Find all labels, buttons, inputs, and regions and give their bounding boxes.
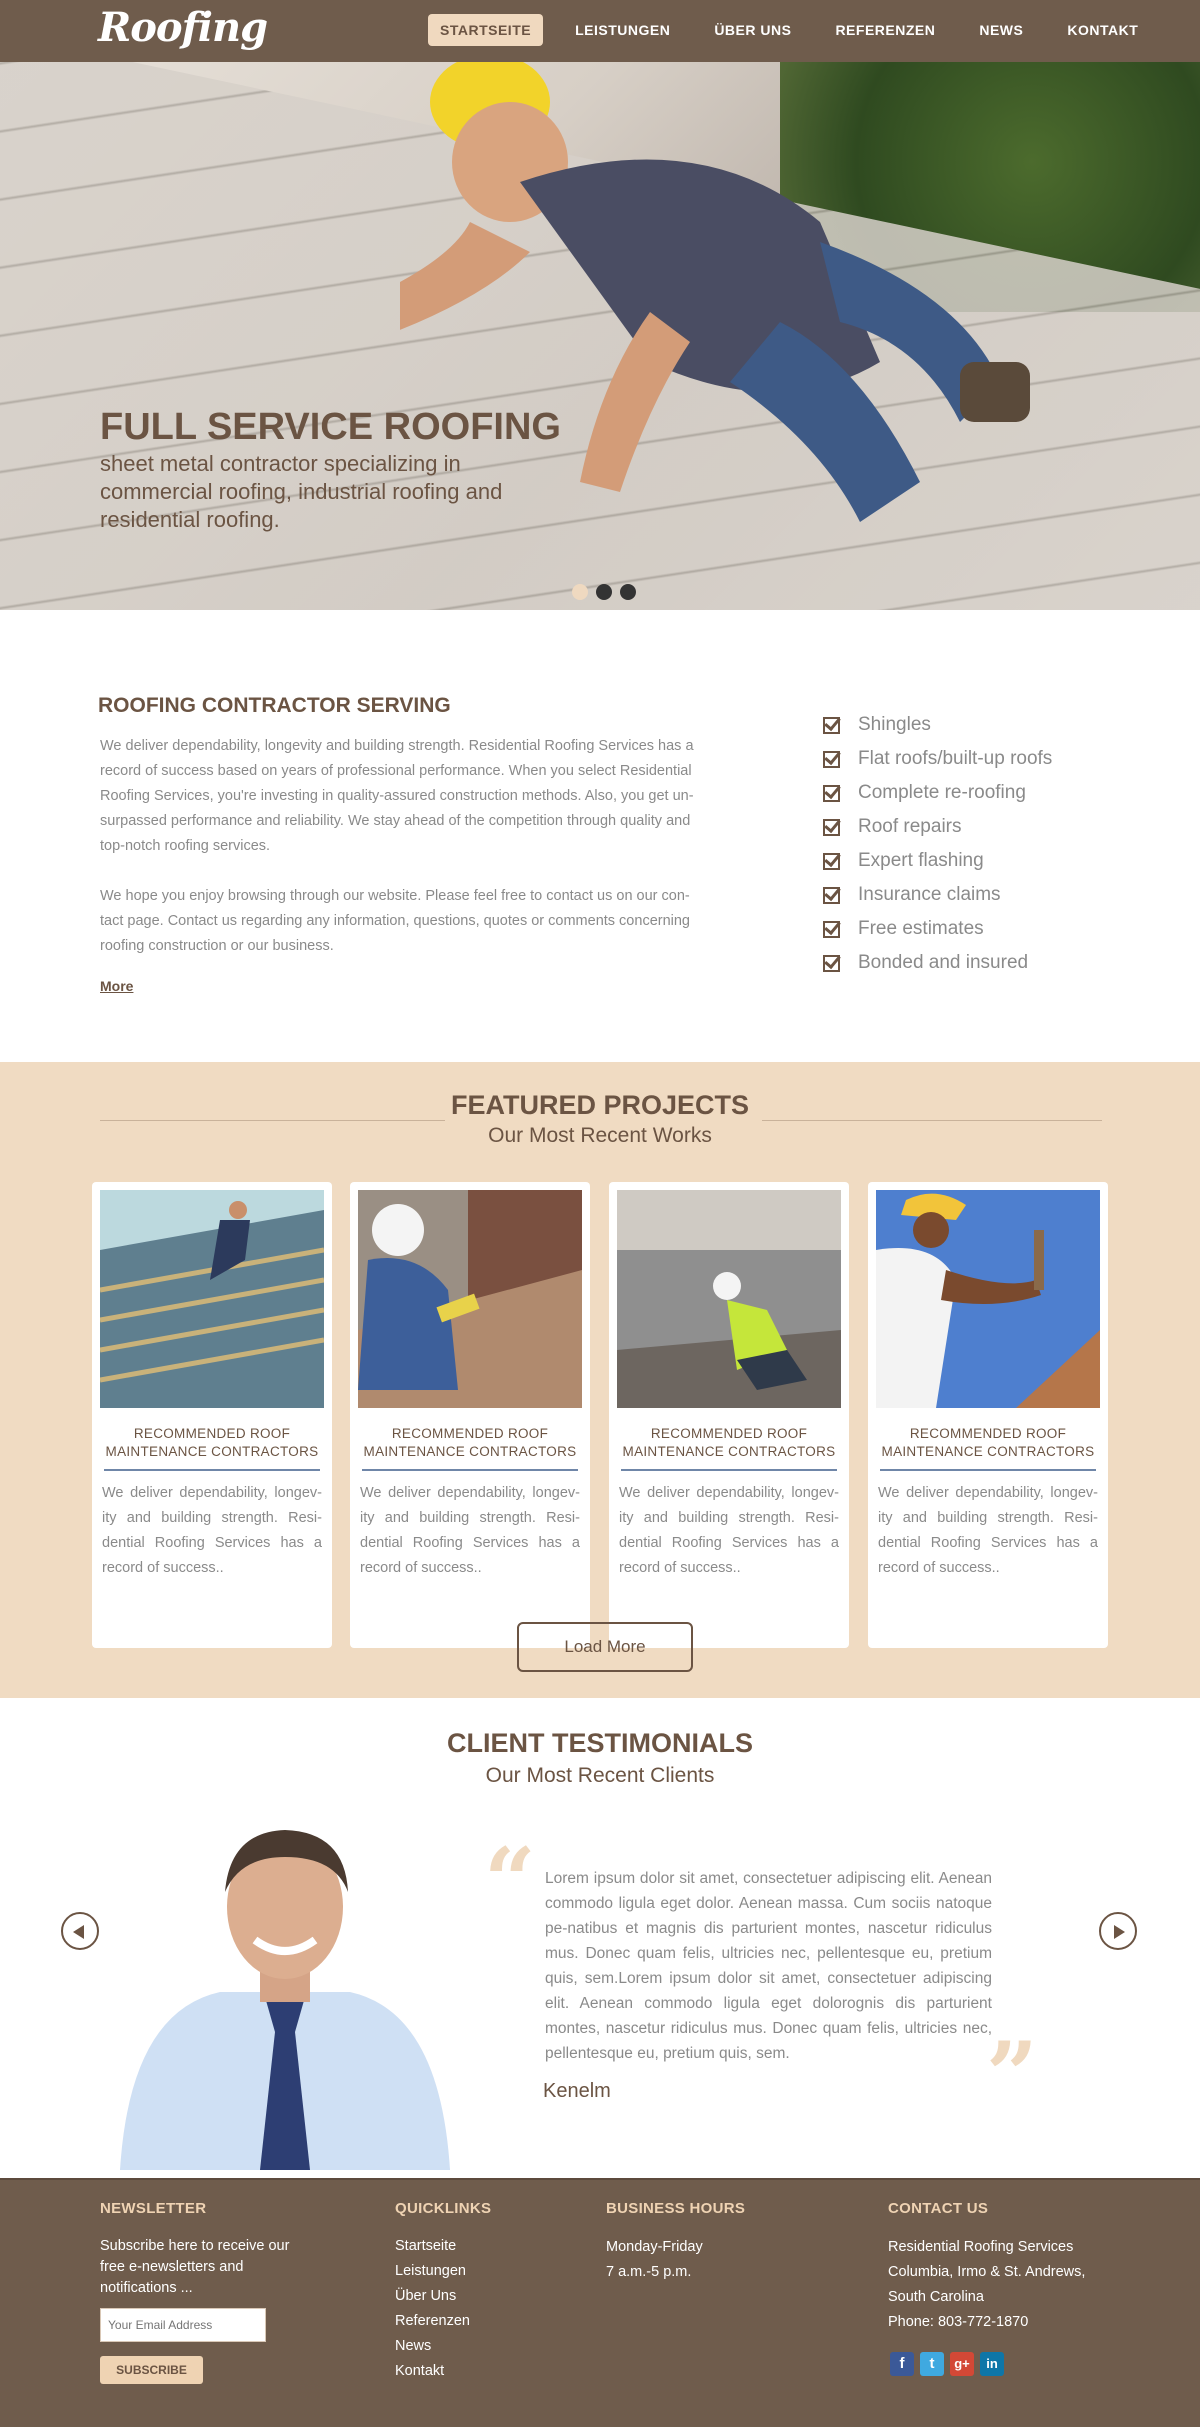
checkbox-icon (823, 853, 840, 870)
facebook-icon[interactable]: f (890, 2352, 914, 2376)
twitter-icon[interactable]: t (920, 2352, 944, 2376)
checkbox-icon (823, 819, 840, 836)
service-label: Free estimates (858, 918, 984, 939)
open-quote-icon: “ (484, 1828, 536, 1934)
project-text: We deliver dependability, longev-ity and building strength. Resi-dential Roofing Services has a record of success.. (878, 1485, 1098, 1576)
project-title: RECOMMENDED ROOF MAINTENANCE CONTRACTORS (880, 1425, 1096, 1471)
service-item (823, 878, 1052, 912)
service-item (823, 708, 1052, 742)
newsletter-text: Subscribe here to receive our free e-newsletters and notifications ... (100, 2238, 290, 2296)
testimonial-quote: Lorem ipsum dolor sit amet, consectetuer adipiscing elit. Aenean commodo ligula eget dolor. Aenean massa. Cum sociis natoque pe-natibus et magnis dis parturient montes, nascetur ridiculus mus. Donec quam felis, ultricies nec, pellentesque eu, pretium quis, sem.Lorem ipsum dolor sit amet, consectetuer adipiscing elit. Aenean commodo ligula eget dolorognis dis parturient montes, nascetur ridiculus mus. Donec quam felis, ultricies nec, pellentesque eu, pretium quis, sem. (545, 1870, 992, 2062)
contact-heading: CONTACT US (888, 2200, 989, 2217)
about-paragraph-2: We hope you enjoy browsing through our website. Please feel free to contact us on our con-tact page. Contact us regarding any information, questions, quotes or comments concerning roofing construction or our business. (100, 888, 690, 954)
service-label: Shingles (858, 714, 931, 735)
linkedin-icon[interactable]: in (980, 2352, 1004, 2376)
nav-ueber-uns[interactable]: ÜBER UNS (714, 22, 792, 38)
nav-news[interactable]: NEWS (979, 22, 1024, 38)
hero-title: FULL SERVICE ROOFING (100, 406, 561, 448)
quicklinks-heading: QUICKLINKS (395, 2200, 492, 2217)
load-more-button[interactable]: Load More (517, 1622, 693, 1672)
project-card[interactable] (609, 1182, 849, 1648)
about-title: ROOFING CONTRACTOR SERVING (98, 694, 451, 717)
footer-link-leistungen[interactable]: Leistungen (395, 2263, 466, 2279)
footer-link-ueber-uns[interactable]: Über Uns (395, 2288, 457, 2304)
project-text: We deliver dependability, longev-ity and building strength. Resi-dential Roofing Services has a record of success.. (360, 1485, 580, 1576)
project-title: RECOMMENDED ROOF MAINTENANCE CONTRACTORS (621, 1425, 837, 1471)
about-paragraph-1: We deliver dependability, longevity and building strength. Residential Roofing Services has a record of success based on years of professional performance. When you select Residential Roofing Services, you're investing in quality-assured construction methods. Also, you get un-surpassed performance and reliability. We stay ahead of the competition through quality and top-notch roofing services. (100, 738, 694, 854)
nav-kontakt[interactable]: KONTAKT (1067, 22, 1139, 38)
hours-time: 7 a.m.-5 p.m. (606, 2264, 692, 2280)
service-item (823, 912, 1052, 946)
testimonials-subtitle: Our Most Recent Clients (485, 1764, 715, 1787)
service-item (823, 742, 1052, 776)
site-header (0, 0, 1200, 62)
hero-subtitle: sheet metal contractor specializing in commercial roofing, industrial roofing and residential roofing. (100, 451, 503, 532)
checkbox-icon (823, 717, 840, 734)
main-nav (428, 14, 1170, 46)
testimonial-author: Kenelm (543, 2080, 611, 2102)
next-testimonial-button[interactable] (1099, 1912, 1137, 1950)
slider-dot-2[interactable] (596, 584, 612, 600)
contact-company: Residential Roofing Services (888, 2239, 1074, 2255)
slider-dots (572, 584, 636, 600)
site-footer (0, 2178, 1200, 2427)
project-card[interactable] (868, 1182, 1108, 1648)
close-quote-icon: ” (986, 2022, 1038, 2128)
prev-testimonial-button[interactable] (61, 1912, 99, 1950)
subscribe-button[interactable]: SUBSCRIBE (100, 2356, 203, 2384)
project-card[interactable] (92, 1182, 332, 1648)
service-label: Roof repairs (858, 816, 962, 837)
project-text: We deliver dependability, longev-ity and building strength. Resi-dential Roofing Services has a record of success.. (102, 1485, 322, 1576)
project-image (100, 1190, 324, 1408)
service-item (823, 810, 1052, 844)
project-image (876, 1190, 1100, 1408)
nav-startseite[interactable]: STARTSEITE (428, 14, 543, 46)
testimonials-title: CLIENT TESTIMONIALS (447, 1728, 753, 1758)
services-list (823, 708, 1052, 980)
more-link[interactable]: More (100, 978, 134, 994)
project-card[interactable] (350, 1182, 590, 1648)
contact-area: Columbia, Irmo & St. Andrews, South Carolina (888, 2264, 1086, 2305)
project-image (617, 1190, 841, 1408)
service-label: Complete re-roofing (858, 782, 1026, 803)
contact-phone: Phone: 803-772-1870 (888, 2314, 1029, 2330)
project-image (358, 1190, 582, 1408)
featured-title: FEATURED PROJECTS (450, 1090, 750, 1120)
hours-heading: BUSINESS HOURS (606, 2200, 746, 2217)
newsletter-heading: NEWSLETTER (100, 2200, 207, 2217)
checkbox-icon (823, 751, 840, 768)
footer-link-startseite[interactable]: Startseite (395, 2238, 457, 2254)
email-input[interactable] (100, 2308, 266, 2342)
service-item (823, 844, 1052, 878)
quicklinks-list (395, 2234, 470, 2384)
footer-link-kontakt[interactable]: Kontakt (395, 2363, 445, 2379)
footer-link-news[interactable]: News (395, 2338, 432, 2354)
project-text: We deliver dependability, longev-ity and building strength. Resi-dential Roofing Services has a record of success.. (619, 1485, 839, 1576)
google-plus-icon[interactable]: g+ (950, 2352, 974, 2376)
hours-days: Monday-Friday (606, 2239, 703, 2255)
project-title: RECOMMENDED ROOF MAINTENANCE CONTRACTORS (362, 1425, 578, 1471)
slider-dot-3[interactable] (620, 584, 636, 600)
checkbox-icon (823, 955, 840, 972)
service-label: Insurance claims (858, 884, 1001, 905)
checkbox-icon (823, 887, 840, 904)
project-title: RECOMMENDED ROOF MAINTENANCE CONTRACTORS (104, 1425, 320, 1471)
service-item (823, 776, 1052, 810)
checkbox-icon (823, 921, 840, 938)
featured-projects-section (0, 1062, 1200, 1698)
nav-leistungen[interactable]: LEISTUNGEN (575, 22, 671, 38)
slider-dot-1[interactable] (572, 584, 588, 600)
site-logo[interactable]: Roofing (98, 4, 268, 51)
service-label: Bonded and insured (858, 952, 1029, 973)
service-label: Flat roofs/built-up roofs (858, 748, 1053, 769)
nav-referenzen[interactable]: REFERENZEN (835, 22, 936, 38)
client-photo (120, 1812, 450, 2170)
service-label: Expert flashing (858, 850, 984, 871)
featured-subtitle: Our Most Recent Works (488, 1124, 712, 1147)
hero-slider (0, 62, 1200, 610)
checkbox-icon (823, 785, 840, 802)
service-item (823, 946, 1052, 980)
footer-link-referenzen[interactable]: Referenzen (395, 2313, 470, 2329)
